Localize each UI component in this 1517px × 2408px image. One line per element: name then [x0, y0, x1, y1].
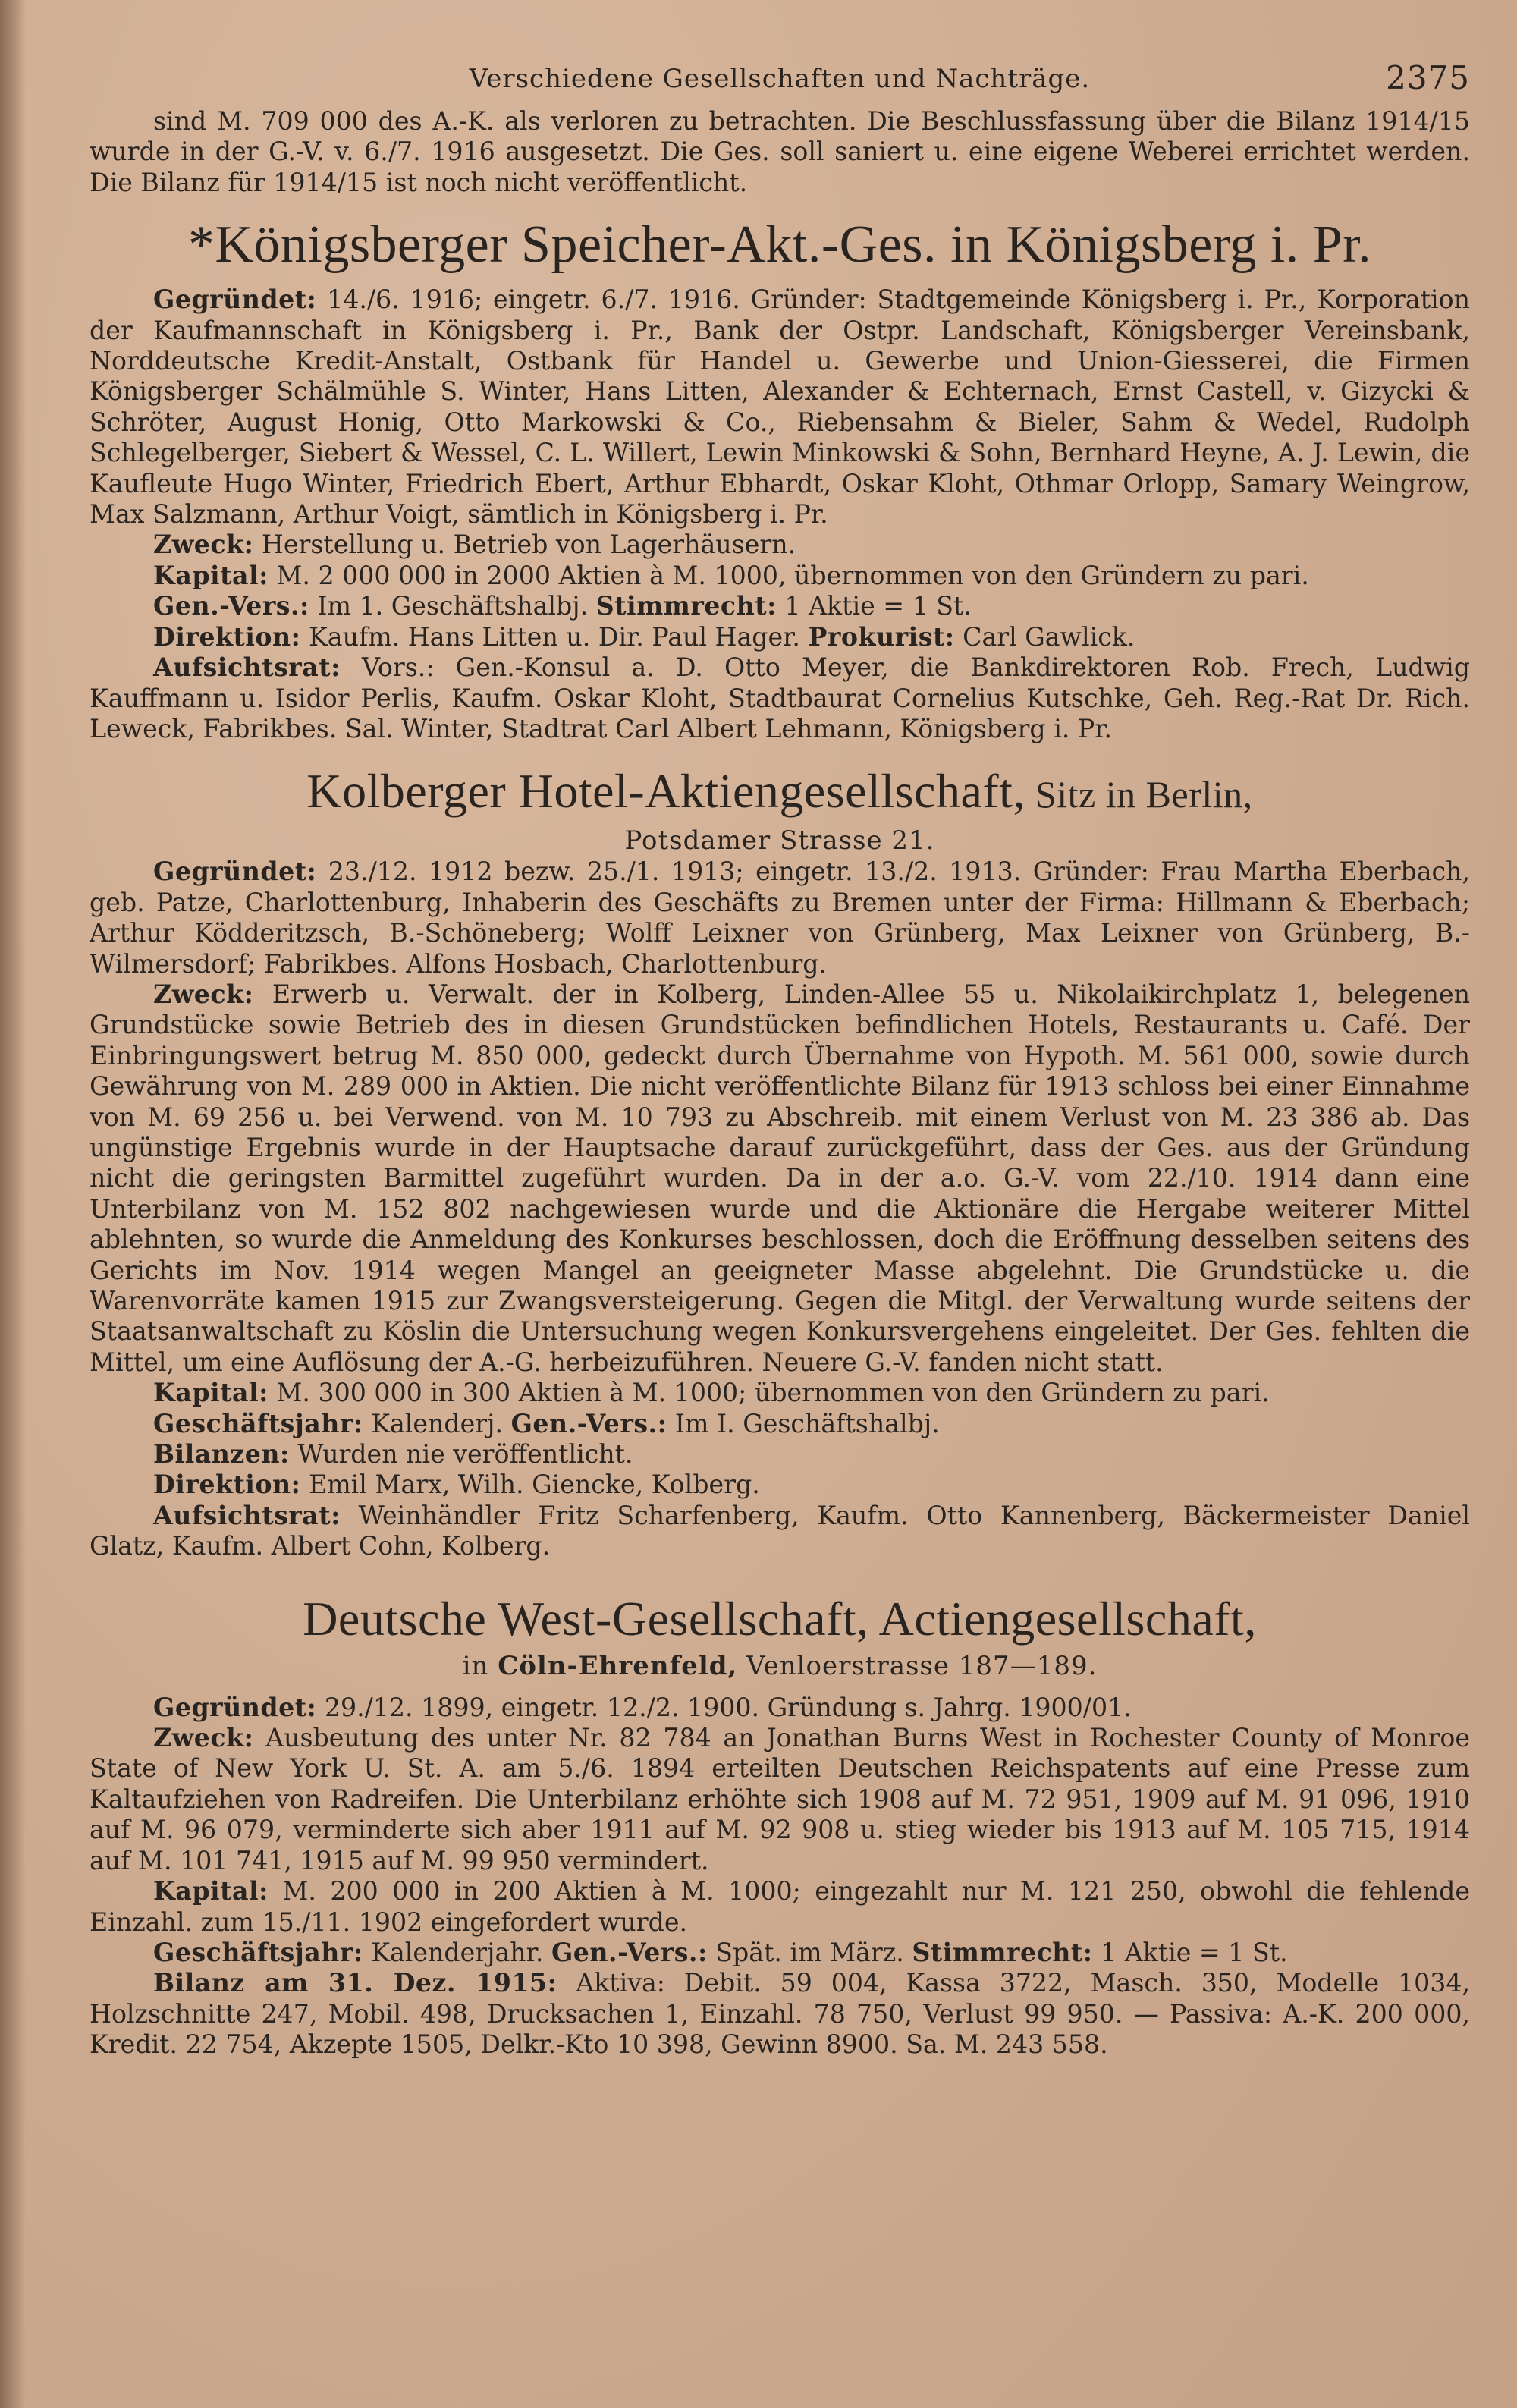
entry-paragraph: [90, 1409, 1470, 1439]
entry-label: Direktion:: [153, 1470, 301, 1500]
entry-label: Aufsichtsrat:: [153, 652, 341, 683]
entry-paragraph: [90, 1501, 1470, 1562]
entry-paragraph: [90, 1723, 1470, 1876]
entry-paragraph: [90, 284, 1470, 530]
entry-text: Im I. Geschäftshalbj.: [667, 1408, 940, 1438]
intro-paragraph: sind M. 709 000 des A.-K. als verloren zu betrachten. Die Beschlussfassung über die Bilanz 1914/15 wurde in der G.-V. v. 6./7. 1916 ausgesetzt. Die Ges. soll saniert u. eine eigene Weberei errichtet werden. Die Bilanz für 1914/15 ist noch nicht veröffentlicht.: [90, 106, 1470, 197]
entry-text: Vors.: Gen.-Konsul a. D. Otto Meyer, die Bankdirektoren Rob. Frech, Ludwig Kauffmann u. Isidor Perlis, Kaufm. Oskar Kloht, Stadtbaurat Cornelius Kutschke, Geh. Reg.-Rat Dr. Rich. Leweck, Fabrikbes. Sal. Winter, Stadtrat Carl Albert Lehmann, Königsberg i. Pr.: [90, 652, 1470, 743]
page-number: 2375: [1386, 59, 1470, 96]
entry-label: Zweck:: [153, 530, 254, 560]
entry-label: Geschäftsjahr:: [153, 1408, 363, 1438]
entry-text: Weinhändler Fritz Scharfenberg, Kaufm. Otto Kannenberg, Bäckermeister Daniel Glatz, Kaufm. Albert Cohn, Kolberg.: [90, 1500, 1470, 1561]
entry-paragraph: [90, 561, 1470, 591]
entry-label: Kapital:: [153, 560, 269, 590]
section-address: Potsdamer Strasse 21.: [624, 825, 935, 857]
section-heading-kolberger: [90, 761, 1470, 825]
entry-paragraph: [90, 652, 1470, 744]
entry-text: M. 2 000 000 in 2000 Aktien à M. 1000, übernommen von den Gründern zu pari.: [268, 560, 1309, 590]
entry-paragraph: [90, 857, 1470, 979]
entry-text: Carl Gawlick.: [954, 621, 1135, 652]
entry-label: Gegründet:: [153, 857, 317, 887]
heading-main: Kolberger Hotel-Aktiengesellschaft,: [306, 764, 1025, 819]
entry-text: Im 1. Geschäftshalbj.: [309, 591, 596, 621]
entry-paragraph: [90, 1876, 1470, 1938]
entry-text: 1 Aktie = 1 St.: [1092, 1937, 1288, 1967]
entry-text: Erwerb u. Verwalt. der in Kolberg, Linden-Allee 55 u. Nikolaikirchplatz 1, belegenen Grundstücke sowie Betrieb des in diesen Grundstücken befindlichen Hotels, Restaurants u. Café. Der Einbringungswert betrug M. 850 000, gedeckt durch Übernahme von Hypoth. M. 561 000, sowie durch Gewährung von M. 289 000 in Aktien. Die nicht veröffentlichte Bilanz für 1913 schloss bei einer Einnahme von M. 69 256 u. bei Verwend. von M. 10 793 zu Abschreib. mit einem Verlust von M. 23 386 ab. Das ungünstige Ergebnis wurde in der Hauptsache darauf zurückgeführt, dass der Ges. aus der Gründung nicht die geringsten Barmittel zugeführt wurden. Da in der a.o. G.-V. vom 22./10. 1914 dann eine Unterbilanz von M. 152 802 nachgewiesen wurde und die Aktionäre die Hergabe weiterer Mittel ablehnten, so wurde die Anmeldung des Konkurses beschlossen, doch die Eröffnung desselben seitens des Gerichts im Nov. 1914 wegen Mangel an geeigneter Masse abgelehnt. Die Grundstücke u. die Warenvorräte kamen 1915 zur Zwangsversteigerung. Gegen die Mitgl. der Verwaltung wurde seitens der Staatsanwaltschaft zu Köslin die Untersuchung wegen Konkursvergehens eingeleitet. Der Ges. fehlten die Mittel, um eine Auflösung der A.-G. herbeizuführen. Neuere G.-V. fanden nicht statt.: [90, 979, 1470, 1377]
entry-paragraph: [90, 1693, 1470, 1723]
entry-label: Bilanz am 31. Dez. 1915:: [153, 1968, 557, 1998]
entry-label: Kapital:: [153, 1876, 269, 1907]
heading-small: Sitz in Berlin,: [1025, 773, 1253, 816]
running-head: [90, 53, 1470, 106]
section-address: [90, 1650, 1470, 1682]
entry-text: M. 300 000 in 300 Aktien à M. 1000; übernommen von den Gründern zu pari.: [268, 1378, 1270, 1408]
entry-label: Aufsichtsrat:: [153, 1500, 341, 1530]
entry-label: Gen.-Vers.:: [551, 1937, 708, 1967]
entry-text: Kaufm. Hans Litten u. Dir. Paul Hager.: [300, 621, 809, 652]
entry-text: M. 200 000 in 200 Aktien à M. 1000; eingezahlt nur M. 121 250, obwohl die fehlende Einzahl. zum 15./11. 1902 eingefordert wurde.: [90, 1876, 1470, 1937]
entry-text: Kalenderjahr.: [363, 1937, 551, 1967]
entry-label: Bilanzen:: [153, 1439, 290, 1470]
section-heading-koenigsberger: *Königsberger Speicher-Akt.-Ges. in Königsberg i. Pr.: [187, 215, 1372, 275]
entry-text: 23./12. 1912 bezw. 25./1. 1913; eingetr. 13./2. 1913. Gründer: Frau Martha Eberbach, geb. Patze, Charlottenburg, Inhaberin des Geschäfts zu Bremen unter der Firma: Hillmann & Eberbach; Arthur Ködderitzsch, B.-Schöneberg; Wolff Leixner von Grünberg, Max Leixner von Grünberg, B.-Wilmersdorf; Fabrikbes. Alfons Hosbach, Charlottenburg.: [90, 857, 1470, 979]
entry-label: Direktion:: [153, 621, 301, 652]
address-prefix: in: [462, 1650, 498, 1681]
entry-text: 1 Aktie = 1 St.: [776, 591, 972, 621]
entry-text: Spät. im März.: [707, 1937, 912, 1967]
entry-label: Gegründet:: [153, 1692, 317, 1722]
entry-text: Kalenderj.: [363, 1408, 511, 1438]
section-heading-deutsche-west: Deutsche West-Gesellschaft, Actiengesellschaft,: [303, 1591, 1257, 1646]
entry-label: Gen.-Vers.:: [510, 1408, 667, 1438]
entry-label: Stimmrecht:: [595, 591, 777, 621]
entry-paragraph: [90, 622, 1470, 652]
entry-paragraph: [90, 530, 1470, 560]
address-city: Cöln-Ehrenfeld,: [498, 1650, 738, 1681]
entry-paragraph: [90, 1439, 1470, 1470]
entry-paragraph: [90, 1938, 1470, 1968]
page-binding-edge: [0, 0, 26, 2408]
entry-label: Gen.-Vers.:: [153, 591, 309, 621]
entry-paragraph: [90, 1968, 1470, 2060]
entry-paragraph: [90, 979, 1470, 1378]
entry-text: Aktiva: Debit. 59 004, Kassa 3722, Masch. 350, Modelle 1034, Holzschnitte 247, Mobil. 498, Drucksachen 1, Einzahl. 78 750, Verlust 99 950. — Passiva: A.-K. 200 000, Kredit. 22 754, Akzepte 1505, Delkr.-Kto 10 398, Gewinn 8900. Sa. M. 243 558.: [90, 1968, 1470, 2060]
entry-text: 14./6. 1916; eingetr. 6./7. 1916. Gründer: Stadtgemeinde Königsberg i. Pr., Korporation der Kaufmannschaft in Königsberg i. Pr., Bank der Ostpr. Landschaft, Königsberger Vereinsbank, Norddeutsche Kredit-Anstalt, Ostbank für Handel u. Gewerbe und Union-Giesserei, die Firmen Königsberger Schälmühle S. Winter, Hans Litten, Alexander & Echternach, Ernst Castell, v. Gizycki & Schröter, August Honig, Otto Markowski & Co., Riebensahm & Bieler, Sahm & Wedel, Rudolph Schlegelberger, Siebert & Wessel, C. L. Willert, Lewin Minkowski & Sohn, Bernhard Heyne, A. J. Lewin, die Kaufleute Hugo Winter, Friedrich Ebert, Arthur Ebhardt, Oskar Kloht, Othmar Orlopp, Samary Weingrow, Max Salzmann, Arthur Voigt, sämtlich in Königsberg i. Pr.: [90, 284, 1470, 530]
entry-label: Prokurist:: [808, 621, 955, 652]
running-head-title: Verschiedene Gesellschaften und Nachträge.: [469, 64, 1091, 94]
entry-label: Kapital:: [153, 1378, 269, 1408]
spacer: [90, 1682, 1470, 1693]
entry-label: Stimmrecht:: [912, 1937, 1093, 1967]
page-body: [90, 106, 1470, 2061]
entry-text: Emil Marx, Wilh. Giencke, Kolberg.: [300, 1470, 760, 1500]
address-street: Venloerstrasse 187—189.: [737, 1650, 1098, 1681]
entry-paragraph: [90, 1470, 1470, 1500]
entry-label: Gegründet:: [153, 284, 317, 315]
entry-label: Zweck:: [153, 979, 254, 1009]
entry-text: 29./12. 1899, eingetr. 12./2. 1900. Gründung s. Jahrg. 1900/01.: [316, 1692, 1132, 1722]
entry-paragraph: [90, 1378, 1470, 1408]
entry-text: Wurden nie veröffentlicht.: [289, 1439, 633, 1470]
entry-text: Ausbeutung des unter Nr. 82 784 an Jonathan Burns West in Rochester County of Monroe State of New York U. St. A. am 5./6. 1894 erteilten Deutschen Reichspatents auf eine Presse zum Kaltaufziehen von Radreifen. Die Unterbilanz erhöhte sich 1908 auf M. 72 951, 1909 auf M. 91 096, 1910 auf M. 96 079, verminderte sich aber 1911 auf M. 92 908 u. stieg wieder bis 1913 auf M. 105 715, 1914 auf M. 101 741, 1915 auf M. 99 950 vermindert.: [90, 1723, 1470, 1875]
entry-label: Zweck:: [153, 1723, 254, 1753]
entry-paragraph: [90, 591, 1470, 621]
entry-text: Herstellung u. Betrieb von Lagerhäusern.: [253, 530, 796, 560]
entry-label: Geschäftsjahr:: [153, 1937, 363, 1967]
